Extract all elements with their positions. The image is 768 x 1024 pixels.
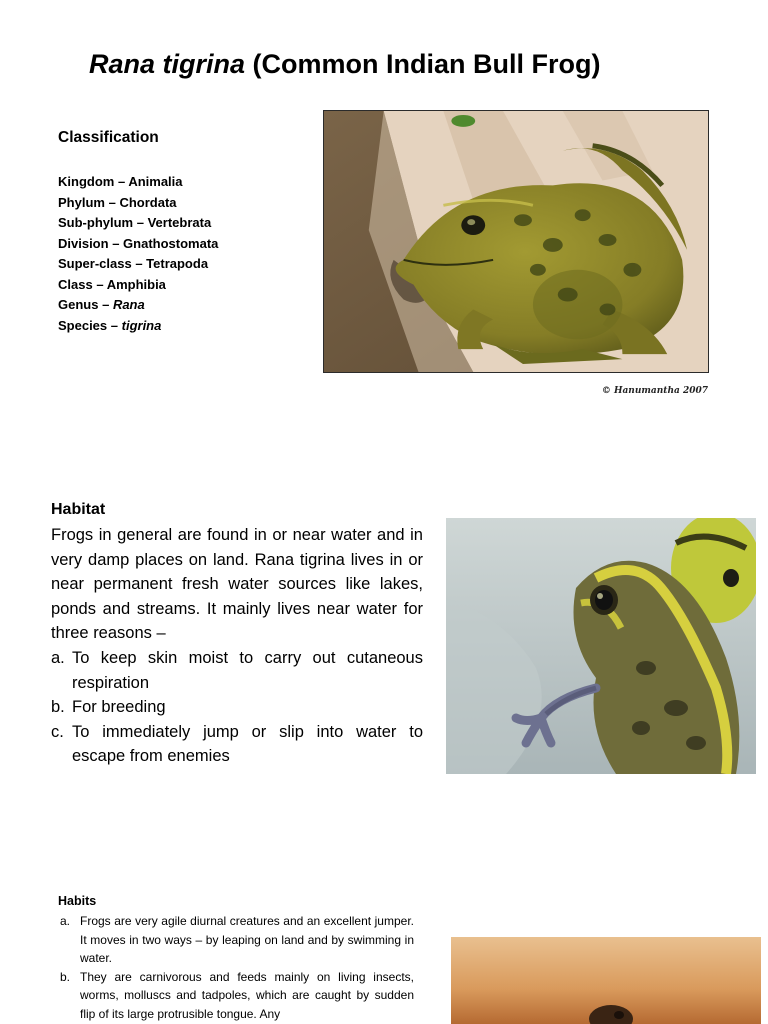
classification-value: Gnathostomata: [123, 235, 219, 251]
classification-separator: –: [98, 297, 113, 312]
classification-list: [58, 172, 218, 336]
habits-item-text: They are carnivorous and feeds mainly on living insects, worms, molluscs and tadpoles, which are caught by sudden flip of its large protrusible tongue. Any: [80, 969, 414, 1021]
photo-credit: © Hanumantha 2007: [601, 386, 708, 396]
classification-item-genus: [58, 295, 218, 316]
habitat-heading: Habitat: [51, 501, 106, 518]
habits-item: [58, 912, 414, 968]
frog-photo-water: [446, 518, 756, 774]
classification-rank: Super-class: [58, 256, 132, 271]
list-marker: b.: [51, 698, 65, 717]
classification-value: Amphibia: [106, 276, 166, 292]
habitat-reason-item: [51, 695, 423, 720]
classification-separator: –: [114, 174, 129, 189]
classification-value: Vertebrata: [147, 215, 212, 230]
habitat-intro: Frogs in general are found in or near water and in very damp places on land. Rana tigrina lives in or near permanent fresh water sources like lakes, ponds and streams. It mainly lives near water for three reasons –: [51, 526, 423, 643]
habitat-reason-text: To immediately jump or slip into water to escape from enemies: [72, 722, 423, 766]
habits-item-text: Frogs are very agile diurnal creatures and an excellent jumper. It moves in two ways – by leaping on land and by swimming in water.: [80, 914, 414, 965]
title-common-name: (Common Indian Bull Frog): [252, 49, 601, 79]
habits-list: [58, 912, 414, 1023]
list-marker: b.: [60, 969, 71, 984]
classification-separator: –: [107, 317, 122, 333]
classification-rank: Class: [58, 276, 93, 292]
page-title: [89, 46, 709, 82]
water-frog-image: [446, 518, 756, 774]
classification-value: tigrina: [121, 317, 162, 333]
classification-separator: –: [92, 276, 107, 292]
list-marker: a.: [60, 914, 71, 928]
habitat-reasons-list: [51, 646, 423, 769]
habitat-reason-item: [51, 646, 423, 695]
classification-rank: Kingdom: [58, 174, 115, 189]
habits-item: [58, 968, 414, 1024]
habits-heading: Habits: [58, 894, 97, 908]
classification-rank: Phylum: [58, 194, 105, 210]
classification-heading: Classification: [58, 129, 159, 146]
bullfrog-image: [324, 111, 708, 372]
frog-photo-bottom: [451, 937, 761, 1024]
frog-photo-top: [323, 110, 709, 373]
classification-separator: –: [108, 235, 124, 251]
classification-separator: –: [133, 215, 148, 230]
classification-item-sub-phylum: [58, 213, 218, 234]
classification-value: Tetrapoda: [146, 256, 209, 271]
list-marker: c.: [51, 722, 64, 741]
sunset-frog-image: [451, 937, 761, 1024]
classification-separator: –: [104, 194, 120, 210]
habitat-reason-text: To keep skin moist to carry out cutaneous respiration: [72, 648, 423, 692]
classification-rank: Genus: [58, 297, 99, 312]
classification-rank: Division: [58, 235, 109, 251]
classification-item-class: [58, 275, 218, 296]
list-marker: a.: [51, 648, 65, 667]
classification-item-super-class: [58, 254, 218, 275]
habitat-reason-item: [51, 720, 423, 769]
title-scientific-name: Rana tigrina: [89, 49, 246, 79]
classification-rank: Sub-phylum: [58, 215, 134, 230]
habitat-reason-text: For breeding: [72, 698, 166, 717]
classification-value: Chordata: [119, 194, 177, 210]
classification-item-phylum: [58, 193, 218, 214]
classification-item-species: [58, 316, 218, 337]
classification-item-division: [58, 234, 218, 255]
classification-separator: –: [131, 256, 147, 271]
classification-item-kingdom: [58, 172, 218, 193]
classification-value: Rana: [112, 297, 145, 312]
classification-rank: Species: [58, 317, 108, 333]
habitat-section: [51, 523, 423, 769]
classification-value: Animalia: [128, 174, 183, 189]
